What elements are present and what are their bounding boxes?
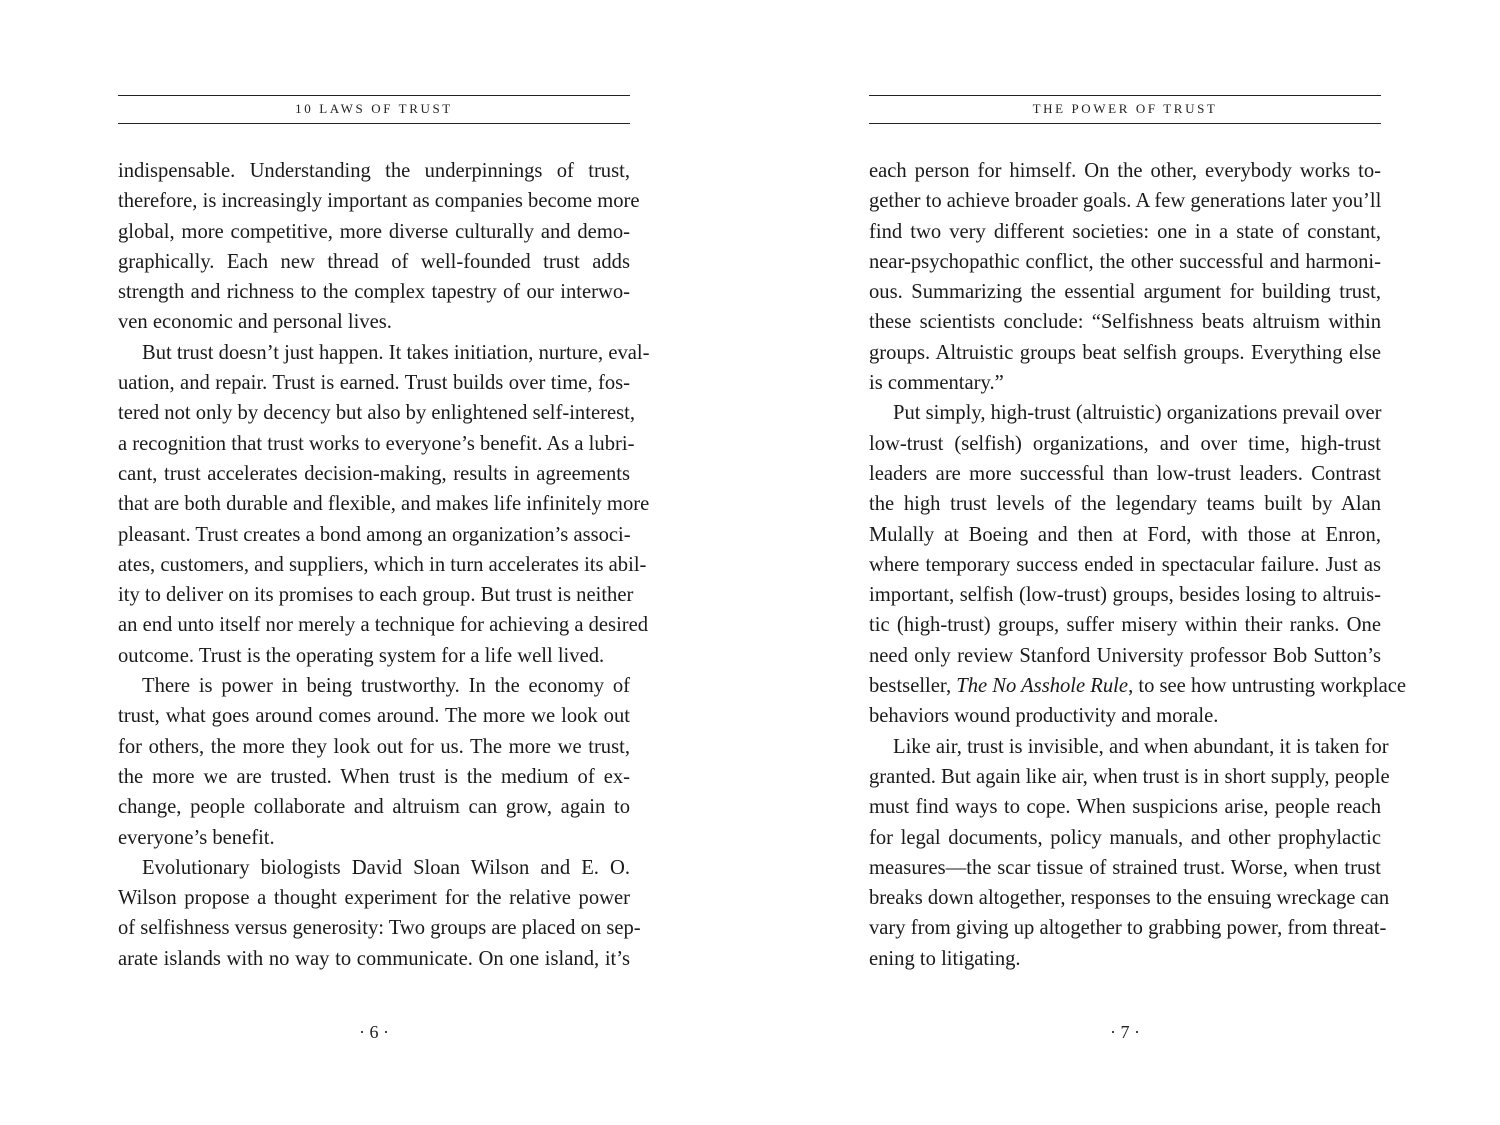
text-run: , to see how untrusting workplace xyxy=(1128,675,1407,698)
text-line: gether to achieve broader goals. A few generations later you’ll xyxy=(869,190,1382,213)
text-line: Wilson propose a thought experiment for the relative power xyxy=(118,887,630,910)
text-line: for others, the more they look out for us. The more we trust, xyxy=(118,735,630,758)
text-line: uation, and repair. Trust is earned. Trust builds over time, fos- xyxy=(118,372,630,395)
text-line: change, people collaborate and altruism can grow, again to xyxy=(118,796,630,819)
running-head: 10 LAWS OF TRUST xyxy=(295,101,453,116)
text-line: these scientists conclude: “Selfishness beats altruism within xyxy=(869,311,1381,334)
text-line: measures—the scar tissue of strained trust. Worse, when trust xyxy=(869,856,1381,879)
text-line: vary from giving up altogether to grabbing power, from threat- xyxy=(869,917,1387,940)
text-line: cant, trust accelerates decision-making, results in agreements xyxy=(118,462,630,485)
page-number: · 6 · xyxy=(359,1022,389,1042)
right-page xyxy=(869,0,1407,1125)
text-line: an end unto itself nor merely a technique for achieving a desired xyxy=(118,614,649,637)
text-line: of selfishness versus generosity: Two groups are placed on sep- xyxy=(118,917,641,940)
text-line: everyone’s benefit. xyxy=(118,826,275,849)
text-line: must find ways to cope. When suspicions arise, people reach xyxy=(869,796,1381,819)
text-line: global, more competitive, more diverse culturally and demo- xyxy=(118,220,630,243)
text-line: outcome. Trust is the operating system for a life well lived. xyxy=(118,644,605,667)
text-line: Evolutionary biologists David Sloan Wilson and E. O. xyxy=(142,856,630,879)
text-line: is commentary.” xyxy=(869,372,1004,395)
text-line: breaks down altogether, responses to the ensuing wreckage can xyxy=(869,887,1390,910)
text-line: each person for himself. On the other, everybody works to- xyxy=(869,160,1381,182)
text-line: find two very different societies: one in a state of constant, xyxy=(869,220,1381,243)
text-line: leaders are more successful than low-trust leaders. Contrast xyxy=(869,462,1381,485)
text-line: Put simply, high-trust (altruistic) organizations prevail over xyxy=(893,402,1382,425)
text-line: the high trust levels of the legendary teams built by Alan xyxy=(869,493,1381,516)
text-line: ening to litigating. xyxy=(869,947,1021,970)
left-page xyxy=(118,0,650,1125)
text-line: But trust doesn’t just happen. It takes initiation, nurture, eval- xyxy=(142,341,650,364)
book-title: The No Asshole Rule xyxy=(956,675,1129,698)
text-line: need only review Stanford University professor Bob Sutton’s xyxy=(869,644,1381,667)
text-line: Like air, trust is invisible, and when abundant, it is taken for xyxy=(893,735,1389,758)
text-line: pleasant. Trust creates a bond among an organization’s associ- xyxy=(118,523,631,546)
text-line: strength and richness to the complex tapestry of our interwo- xyxy=(118,281,630,304)
text-line: groups. Altruistic groups beat selfish groups. Everything else xyxy=(869,341,1381,364)
header-rule-top xyxy=(869,95,1381,96)
text-line: near-psychopathic conflict, the other successful and harmoni- xyxy=(869,250,1381,273)
running-head: THE POWER OF TRUST xyxy=(1032,101,1218,116)
text-line: important, selfish (low-trust) groups, besides losing to altruis- xyxy=(869,584,1381,607)
text-line: a recognition that trust works to everyone’s benefit. As a lubri- xyxy=(118,432,635,455)
header-rule-bottom xyxy=(118,123,630,124)
text-line: trust, what goes around comes around. The more we look out xyxy=(118,705,630,728)
text-run: bestseller, xyxy=(869,675,957,698)
body-text xyxy=(869,156,1407,974)
text-line: Mulally at Boeing and then at Ford, with those at Enron, xyxy=(869,523,1381,546)
text-line: behaviors wound productivity and morale. xyxy=(869,705,1219,728)
text-line: ity to deliver on its promises to each group. But trust is neither xyxy=(118,584,634,607)
text-line: therefore, is increasingly important as companies become more xyxy=(118,190,640,213)
text-line: graphically. Each new thread of well-founded trust adds xyxy=(118,250,630,273)
text-line: for legal documents, policy manuals, and other prophylactic xyxy=(869,826,1381,849)
header-rule-bottom xyxy=(869,123,1381,124)
text-line: There is power in being trustworthy. In the economy of xyxy=(142,675,630,698)
body-text xyxy=(118,156,650,974)
text-line: tered not only by decency but also by enlightened self-interest, xyxy=(118,402,635,425)
text-line: ous. Summarizing the essential argument for building trust, xyxy=(869,281,1381,304)
header-rule-top xyxy=(118,95,630,96)
text-line: low-trust (selfish) organizations, and over time, high-trust xyxy=(869,432,1381,455)
text-line: tic (high-trust) groups, suffer misery within their ranks. One xyxy=(869,614,1381,637)
text-line: the more we are trusted. When trust is the medium of ex- xyxy=(118,765,630,788)
text-line: ven economic and personal lives. xyxy=(118,311,392,334)
text-line: arate islands with no way to communicate. On one island, it’s xyxy=(118,947,630,970)
text-line: where temporary success ended in spectacular failure. Just as xyxy=(869,553,1381,576)
page-number: · 7 · xyxy=(1110,1022,1140,1042)
text-line: that are both durable and flexible, and makes life infinitely more xyxy=(118,493,650,516)
text-line xyxy=(869,671,1407,701)
text-line: indispensable. Understanding the underpinnings of trust, xyxy=(118,160,630,182)
text-line: ates, customers, and suppliers, which in turn accelerates its abil- xyxy=(118,553,647,576)
text-line: granted. But again like air, when trust is in short supply, people xyxy=(869,765,1390,788)
